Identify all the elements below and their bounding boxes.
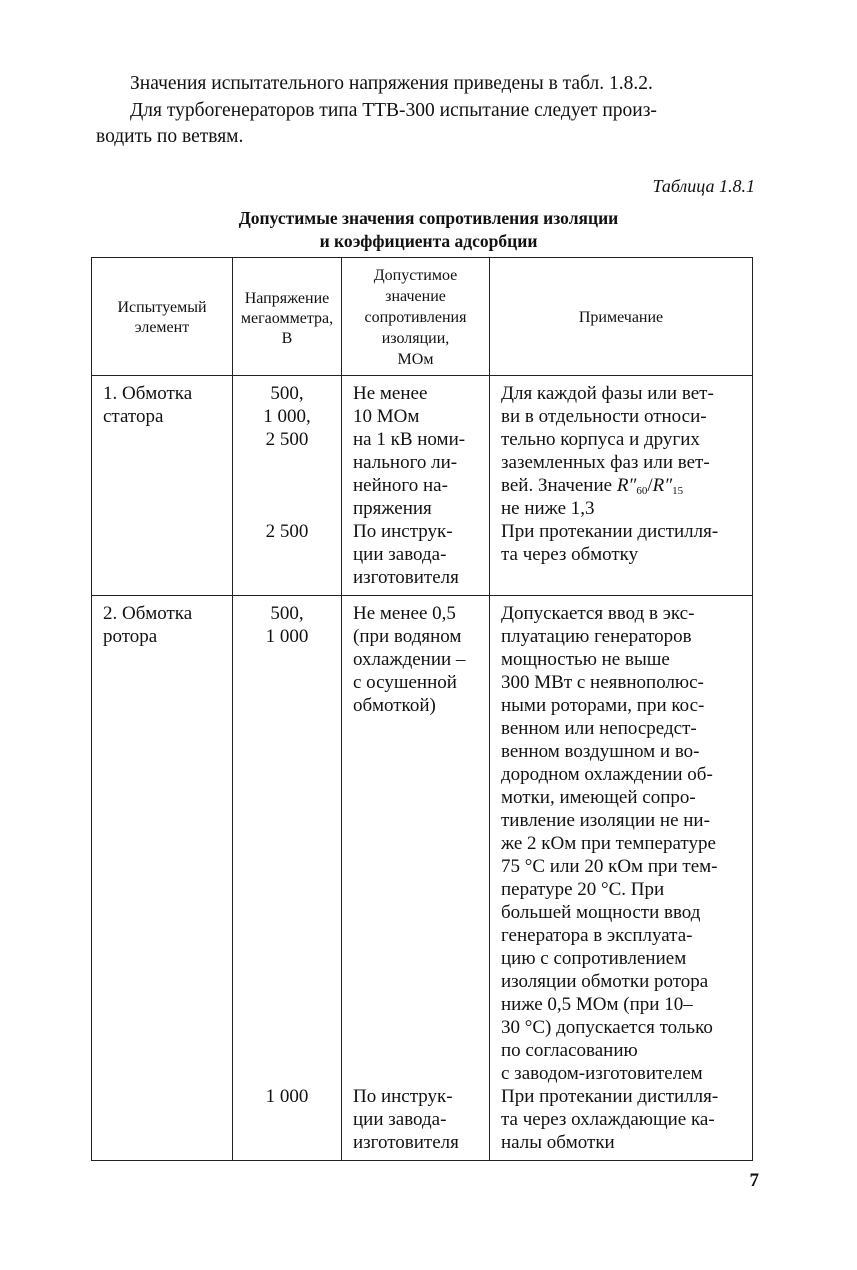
table-caption: Таблица 1.8.1 xyxy=(652,176,755,196)
row-divider xyxy=(91,595,753,596)
row1-resistance-distillate: По инструк- xyxy=(353,521,453,542)
page-number: 7 xyxy=(749,1170,759,1191)
row2-voltage: 1 000 xyxy=(265,626,309,647)
row2-voltage: 500, xyxy=(270,603,304,624)
row1-note-distillate: При протекании дистилля- xyxy=(501,521,719,542)
row2-resistance-distillate: ции завода- xyxy=(353,1109,447,1130)
row2-voltage-distillate: 1 000 xyxy=(265,1086,309,1107)
row2-note: большей мощности ввод xyxy=(501,902,701,923)
row2-note: мощностью не выше xyxy=(501,649,670,670)
row2-note: дородном охлаждении об- xyxy=(501,764,713,785)
row2-note: пературе 20 °С. При xyxy=(501,879,665,900)
header-resistance-line: МОм xyxy=(397,351,434,368)
row1-element: статора xyxy=(103,406,164,427)
header-resistance-line: сопротивления xyxy=(364,309,467,326)
row2-resistance: (при водяном xyxy=(353,626,462,647)
row1-note: не ниже 1,3 xyxy=(501,498,595,519)
header-voltage-line: Напряжение xyxy=(244,290,330,307)
header-resistance-line: Допустимое xyxy=(373,267,458,284)
row1-note: тельно корпуса и других xyxy=(501,429,700,450)
table-left-border xyxy=(91,257,92,1161)
row2-note: плуатацию генераторов xyxy=(501,626,692,647)
row2-note: генератора в эксплуата- xyxy=(501,925,693,946)
row2-note: 300 МВт с неявнополюс- xyxy=(501,672,704,693)
row2-note: Допускается ввод в экс- xyxy=(501,603,695,624)
row2-note-distillate: налы обмотки xyxy=(501,1132,615,1153)
row2-element: 2. Обмотка xyxy=(103,603,193,624)
table-top-border xyxy=(91,257,753,258)
row2-note: с заводом-изготовителем xyxy=(501,1063,703,1084)
header-element-line: Испытуемый xyxy=(117,299,207,316)
header-resistance-line: изоляции, xyxy=(381,330,450,347)
row2-note: же 2 кОм при температуре xyxy=(501,833,716,854)
row2-note: венном или непосредст- xyxy=(501,718,697,739)
header-voltage-line: мегаомметра, xyxy=(240,310,334,327)
row2-resistance: Не менее 0,5 xyxy=(353,603,456,624)
column-divider-3 xyxy=(489,257,490,1161)
row1-note: Для каждой фазы или вет- xyxy=(501,383,714,404)
intro-line-1: Значения испытательного напряжения приведены в табл. 1.8.2. xyxy=(130,73,653,94)
row2-element: ротора xyxy=(103,626,158,647)
row2-note: изоляции обмотки ротора xyxy=(501,971,709,992)
header-note-line: Примечание xyxy=(578,309,664,326)
formula-subscript-60: 60 xyxy=(636,485,648,497)
row2-note: 75 °С или 20 кОм при тем- xyxy=(501,856,718,877)
row1-resistance: нейного на- xyxy=(353,475,448,496)
row1-resistance: на 1 кВ номи- xyxy=(353,429,466,450)
row1-resistance-distillate: изготовителя xyxy=(353,567,459,588)
intro-line-3: водить по ветвям. xyxy=(96,126,244,147)
row2-note-distillate: При протекании дистилля- xyxy=(501,1086,719,1107)
row1-note-formula xyxy=(501,474,683,497)
formula-r-symbol: R″ xyxy=(652,475,673,496)
row1-resistance: пряжения xyxy=(353,498,432,519)
table-title-line-2: и коэффициента адсорбции xyxy=(319,231,538,251)
row1-voltage: 500, xyxy=(270,383,304,404)
row2-note: цию с сопротивлением xyxy=(501,948,687,969)
row2-note: тивление изоляции не ни- xyxy=(501,810,710,831)
row2-resistance-distillate: изготовителя xyxy=(353,1132,459,1153)
row1-voltage: 2 500 xyxy=(265,429,309,450)
column-divider-2 xyxy=(341,257,342,1161)
formula-subscript-15: 15 xyxy=(672,485,684,497)
formula-r-symbol: R″ xyxy=(616,475,637,496)
row1-element: 1. Обмотка xyxy=(103,383,193,404)
row2-resistance: обмоткой) xyxy=(353,695,436,716)
row2-resistance-distillate: По инструк- xyxy=(353,1086,453,1107)
row2-resistance: с осушенной xyxy=(353,672,457,693)
row1-resistance: Не менее xyxy=(353,383,428,404)
header-bottom-border xyxy=(91,375,753,376)
row2-note: ниже 0,5 МОм (при 10– xyxy=(501,994,693,1015)
row1-resistance: нального ли- xyxy=(353,452,458,473)
row1-voltage: 1 000, xyxy=(263,406,311,427)
table-bottom-border xyxy=(91,1160,753,1161)
row1-resistance-distillate: ции завода- xyxy=(353,544,447,565)
table-title-line-1: Допустимые значения сопротивления изоляции xyxy=(238,208,619,228)
row1-note: заземленных фаз или вет- xyxy=(501,452,710,473)
header-resistance-line: значение xyxy=(385,288,446,305)
row1-note-distillate: та через обмотку xyxy=(501,544,639,565)
row2-note-distillate: та через охлаждающие ка- xyxy=(501,1109,715,1130)
row2-note: по согласованию xyxy=(501,1040,638,1061)
intro-line-2: Для турбогенераторов типа ТТВ-300 испытание следует произ- xyxy=(130,100,657,121)
row1-resistance: 10 МОм xyxy=(353,406,420,427)
row1-voltage-distillate: 2 500 xyxy=(265,521,309,542)
table-right-border xyxy=(752,257,753,1161)
formula-prefix: вей. Значение xyxy=(501,475,617,496)
row2-resistance: охлаждении – xyxy=(353,649,466,670)
row2-note: 30 °С) допускается только xyxy=(501,1017,713,1038)
header-element-line: элемент xyxy=(134,319,190,336)
header-voltage-line: В xyxy=(281,330,293,347)
row2-note: ными роторами, при кос- xyxy=(501,695,705,716)
formula-slash: / xyxy=(647,475,653,496)
row1-note: ви в отдельности относи- xyxy=(501,406,707,427)
row2-note: венном воздушном и во- xyxy=(501,741,700,762)
row2-note: мотки, имеющей сопро- xyxy=(501,787,696,808)
